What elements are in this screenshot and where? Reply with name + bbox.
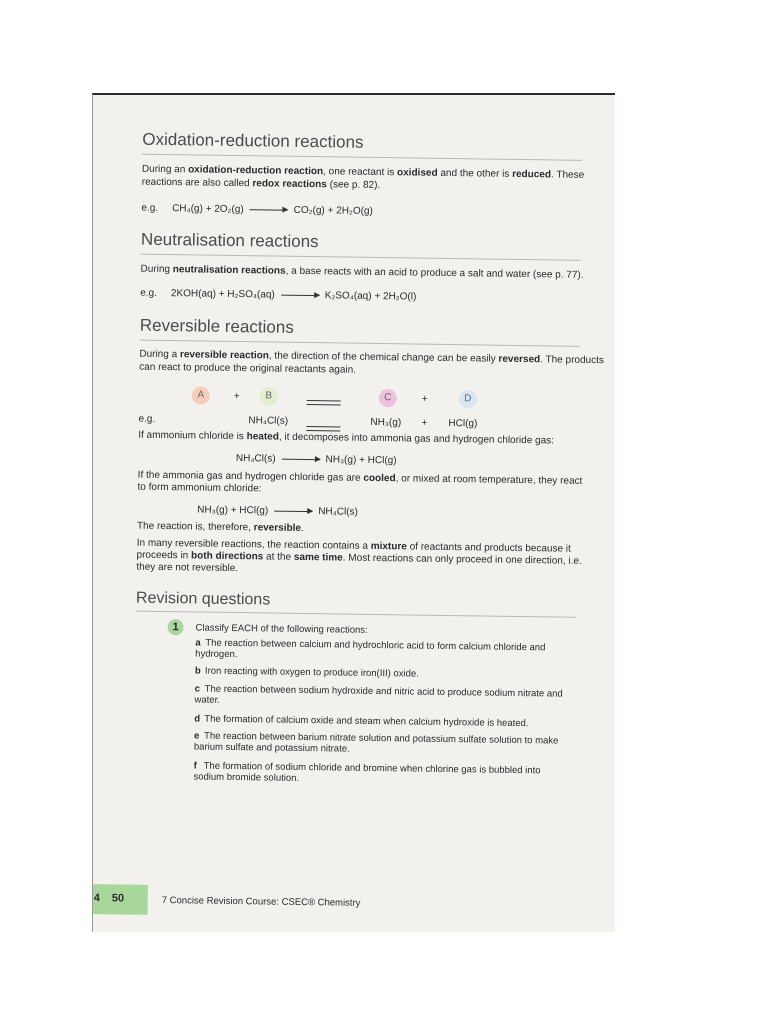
species-a-circle: A xyxy=(192,386,210,404)
question-item-d: d The formation of calcium oxide and steam when calcium hydroxide is heated. xyxy=(194,713,529,730)
plus-sign: + xyxy=(421,417,428,429)
heading-rule xyxy=(136,611,576,618)
reversible-paragraph-line2: can react to produce the original reactants again. xyxy=(139,361,357,376)
reaction-arrow xyxy=(274,510,312,512)
question-intro: Classify EACH of the following reactions: xyxy=(195,622,368,636)
many-line3: they are not reversible. xyxy=(136,561,239,575)
heading-rule xyxy=(140,340,580,347)
footer-book-title: 7 Concise Revision Course: CSEC® Chemistry xyxy=(161,895,361,909)
equilibrium-arrow xyxy=(301,393,347,412)
eg-label: e.g. xyxy=(138,413,156,425)
footer-page-number: 50 xyxy=(111,892,125,905)
example-product-1: NH₃(g) xyxy=(370,416,402,429)
heading-redox: Oxidation-reduction reactions xyxy=(142,129,364,152)
heated-equation: NH₄Cl(s) NH₃(g) + HCl(g) xyxy=(235,453,397,467)
redox-equation: e.g. CH₄(g) + 2O₂(g) CO₂(g) + 2H₂O(g) xyxy=(141,202,373,217)
redox-paragraph-line2: reactions are also called redox reactions (see p. 82). xyxy=(141,176,381,192)
heated-paragraph: If ammonium chloride is heated, it decomposes into ammonia gas and hydrogen chloride gas: xyxy=(138,429,555,447)
neutralisation-paragraph: During neutralisation reactions, a base reacts with an acid to produce a salt and water (see p. 77). xyxy=(140,263,584,281)
species-c-circle: C xyxy=(379,389,397,407)
redox-paragraph-line1: During an oxidation-reduction reaction, one reactant is oxidised and the other is reduced. These xyxy=(141,163,585,181)
example-reactant: NH₄Cl(s) xyxy=(248,415,289,427)
question-item-a: a The reaction between calcium and hydrochloric acid to form calcium chloride and hydrogen. xyxy=(195,637,546,661)
textbook-page xyxy=(92,93,615,932)
heading-reversible: Reversible reactions xyxy=(139,315,294,337)
species-b-circle: B xyxy=(260,387,278,405)
question-item-f: f The formation of sodium chloride and bromine when chlorine gas is bubbled into sodium bromide solution. xyxy=(193,760,541,784)
reversible-paragraph-line1: During a reversible reaction, the direction of the chemical change can be easily reversed. The products xyxy=(139,348,604,367)
reaction-arrow xyxy=(282,459,320,461)
cooled-paragraph-line1: If the ammonia gas and hydrogen chloride gas are cooled, or mixed at room temperature, they react xyxy=(137,469,583,487)
reaction-arrow xyxy=(281,295,319,297)
cooled-equation: NH₃(g) + HCl(g) NH₄Cl(s) xyxy=(197,504,358,518)
heading-neutralisation: Neutralisation reactions xyxy=(140,229,319,252)
many-line2: proceeds in both directions at the same time. Most reactions can only proceed in one direction, i.e. xyxy=(136,549,582,567)
species-d-circle: D xyxy=(459,390,477,408)
therefore-line: The reaction is, therefore, reversible. xyxy=(136,520,304,534)
cooled-paragraph-line2: to form ammonium chloride: xyxy=(137,481,262,495)
question-item-b: b Iron reacting with oxygen to produce iron(III) oxide. xyxy=(194,665,419,680)
example-product-2: HCl(g) xyxy=(448,417,478,430)
heading-rule xyxy=(142,154,582,161)
heading-rule xyxy=(141,254,581,261)
reaction-arrow xyxy=(250,209,288,211)
heading-revision: Revision questions xyxy=(135,589,271,609)
plus-sign: + xyxy=(421,393,428,405)
many-line1: In many reversible reactions, the reaction contains a mixture of reactants and products because it xyxy=(136,537,571,555)
question-item-c: c The reaction between sodium hydroxide and nitric acid to produce sodium nitrate and water. xyxy=(194,683,563,706)
question-number-badge: 1 xyxy=(167,619,183,635)
question-item-e: e The reaction between barium nitrate solution and potassium sulfate solution to make barium sulfate and potassium nitrate. xyxy=(193,730,559,755)
page-content xyxy=(92,95,615,932)
neutralisation-equation: e.g. 2KOH(aq) + H₂SO₄(aq) K₂SO₄(aq) + 2H₂O(l) xyxy=(140,287,417,303)
footer-chapter-number: 4 xyxy=(93,892,100,905)
plus-sign: + xyxy=(233,390,240,403)
